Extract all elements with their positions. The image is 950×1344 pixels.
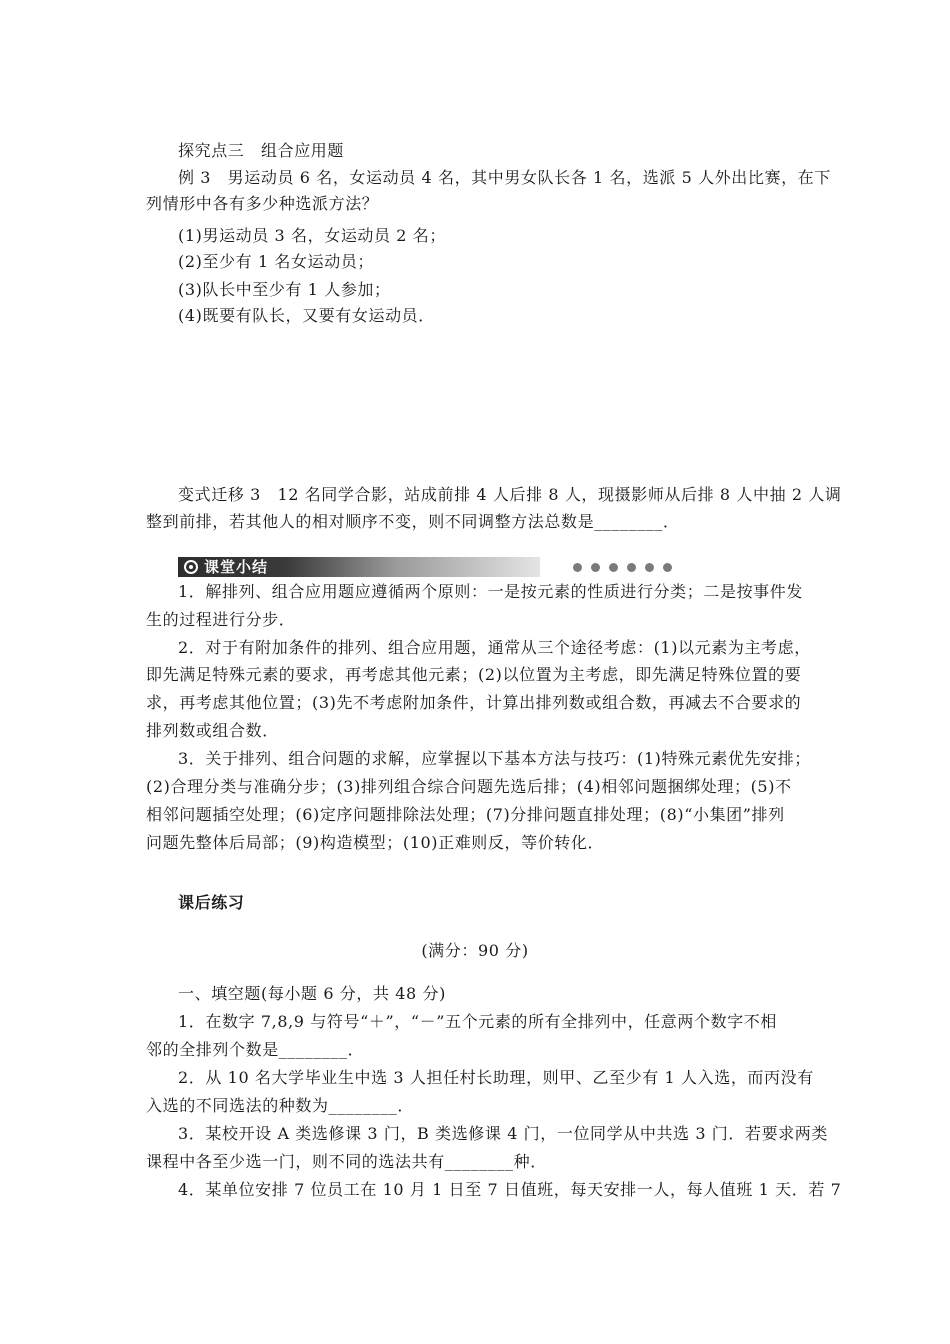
exercise-4-line-1: 4．某单位安排 7 位员工在 10 月 1 日至 7 日值班，每天安排一人，每人值班 1 天．若 7 — [178, 1180, 842, 1199]
example-3-line-1: 例 3 男运动员 6 名，女运动员 4 名，其中男女队长各 1 名，选派 5 人外出比赛，在下 — [178, 168, 831, 187]
exercise-2-line-2: 入选的不同选法的种数为________． — [146, 1096, 415, 1115]
example-3-question-4: (4)既要有队长，又要有女运动员． — [178, 306, 435, 325]
summary-p3-line-4: 问题先整体后局部；(9)构造模型；(10)正难则反，等价转化． — [146, 833, 605, 852]
example-3-question-3: (3)队长中至少有 1 人参加； — [178, 280, 391, 299]
banner-dot-icon — [627, 563, 636, 572]
banner-dot-icon — [663, 563, 672, 572]
example-3-question-1: (1)男运动员 3 名，女运动员 2 名； — [178, 226, 446, 245]
banner-dot-icon — [573, 563, 582, 572]
summary-p1-line-2: 生的过程进行分步． — [146, 610, 296, 629]
summary-p1-line-1: 1．解排列、组合应用题应遵循两个原则：一是按元素的性质进行分类；二是按事件发 — [178, 582, 803, 601]
variant-3-line-2: 整到前排，若其他人的相对顺序不变，则不同调整方法总数是________． — [146, 512, 680, 531]
banner-dot-icon — [645, 563, 654, 572]
variant-3-line-1: 变式迁移 3 12 名同学合影，站成前排 4 人后排 8 人，现摄影师从后排 8 人中抽 2 人调 — [178, 485, 842, 504]
exercise-3-line-2: 课程中各至少选一门，则不同的选法共有________种． — [146, 1152, 547, 1171]
example-3-question-2: (2)至少有 1 名女运动员； — [178, 252, 375, 271]
exercise-1-line-1: 1．在数字 7,8,9 与符号“＋”，“－”五个元素的所有全排列中，任意两个数字不相 — [178, 1012, 777, 1031]
exercise-3-line-1: 3．某校开设 A 类选修课 3 门，B 类选修课 4 门，一位同学从中共选 3 门．若要求两类 — [178, 1124, 829, 1143]
summary-banner-title: 课堂小结 — [204, 558, 269, 576]
summary-p3-line-2: (2)合理分类与准确分步；(3)排列组合综合问题先选后排；(4)相邻问题捆绑处理；(5)不 — [146, 777, 792, 796]
exercise-2-line-1: 2．从 10 名大学毕业生中选 3 人担任村长助理，则甲、乙至少有 1 人入选，而丙没有 — [178, 1068, 814, 1087]
bullet-circle-icon — [184, 560, 198, 574]
summary-p3-line-1: 3．关于排列、组合问题的求解，应掌握以下基本方法与技巧：(1)特殊元素优先安排； — [178, 749, 811, 768]
section-heading: 探究点三 组合应用题 — [178, 141, 345, 160]
summary-p2-line-1: 2．对于有附加条件的排列、组合应用题，通常从三个途径考虑：(1)以元素为主考虑， — [178, 638, 811, 657]
banner-dot-icon — [609, 563, 618, 572]
exercise-1-line-2: 邻的全排列个数是________． — [146, 1040, 365, 1059]
summary-p2-line-3: 求，再考虑其他位置；(3)先不考虑附加条件，计算出排列数或组合数，再减去不合要求的 — [146, 693, 802, 712]
summary-p2-line-2: 即先满足特殊元素的要求，再考虑其他元素；(2)以位置为主考虑，即先满足特殊位置的要 — [146, 665, 802, 684]
summary-p3-line-3: 相邻问题插空处理；(6)定序问题排除法处理；(7)分排问题直排处理；(8)“小集团”排列 — [146, 805, 785, 824]
homework-title: 课后练习 — [178, 893, 245, 912]
homework-score: (满分：90 分) — [421, 941, 529, 960]
banner-dot-icon — [591, 563, 600, 572]
example-3-line-2: 列情形中各有多少种选派方法？ — [146, 194, 379, 213]
summary-p2-line-4: 排列数或组合数． — [146, 721, 279, 740]
fill-in-heading: 一、填空题(每小题 6 分，共 48 分) — [178, 984, 446, 1003]
summary-banner — [178, 557, 540, 577]
